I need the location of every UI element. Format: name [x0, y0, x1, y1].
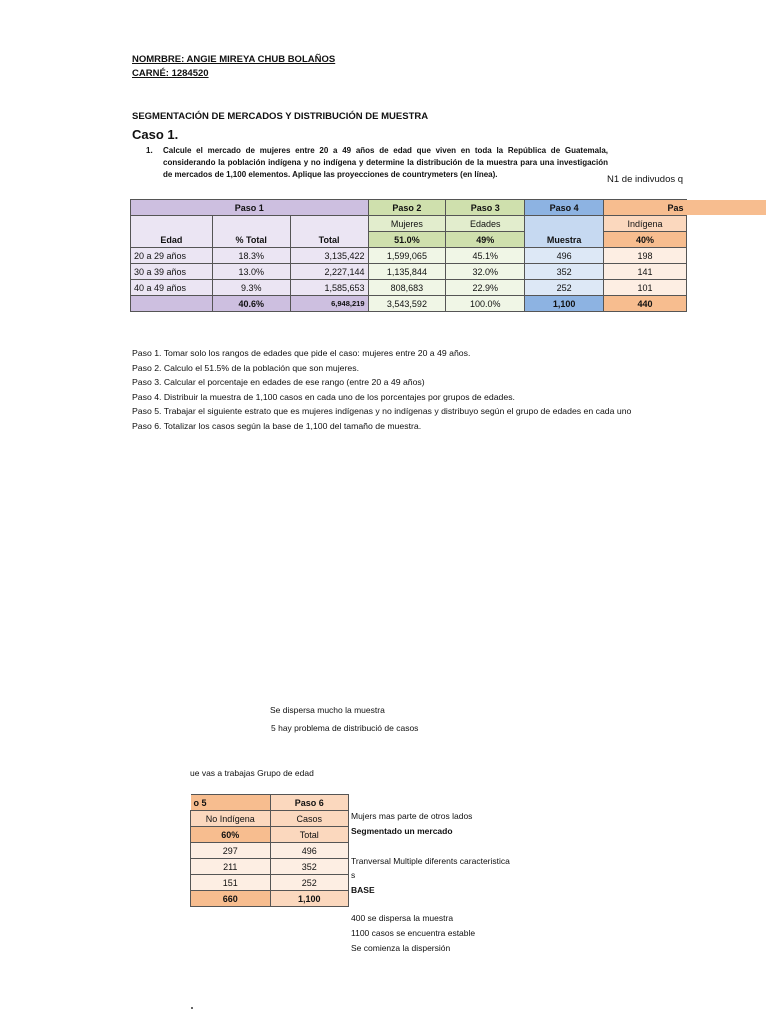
step-5: Paso 5. Trabajar el siguiente estrato que es mujeres indígenas y no indígenas y distribuyo según el grupo de edades en cada uno: [132, 406, 632, 416]
paso5-header: Pas: [604, 200, 687, 216]
cell-edades: 22.9%: [446, 280, 525, 296]
cell-no-indigena: 297: [191, 843, 271, 859]
cell-edades: 45.1%: [446, 248, 525, 264]
note-grupo: ue vas a trabajas Grupo de edad: [190, 768, 314, 778]
note-1100: 1100 casos se encuentra estable: [351, 928, 476, 938]
paso4-header: Paso 4: [525, 200, 604, 216]
col-edad: Edad: [131, 216, 213, 248]
task-text: Calcule el mercado de mujeres entre 20 a 49 años de edad que viven en toda la República de Guatemala, considerando la población indígena y no indígena y determine la distribución de la muestra para una investigación de mercados de 1,100 elementos. Aplique las proyecciones de countrymeters (en línea).: [163, 146, 608, 179]
step-3: Paso 3. Calcular el porcentaje en edades de ese rango (entre 20 a 49 años): [132, 377, 425, 387]
note-base: BASE: [351, 885, 375, 895]
step-1: Paso 1. Tomar solo los rangos de edades que pide el caso: mujeres entre 20 a 49 años.: [132, 348, 471, 358]
table-row: [131, 280, 687, 296]
cell-pct-total: 9.3%: [212, 280, 290, 296]
cell-casos: 352: [270, 859, 348, 875]
step-4: Paso 4. Distribuir la muestra de 1,100 casos en cada uno de los porcentajes por grupos de edades.: [132, 391, 515, 402]
cell-no-indigena: 151: [191, 875, 271, 891]
total-no-indigena: 660: [191, 891, 271, 907]
cell-pct-total: 18.3%: [212, 248, 290, 264]
totals-row: [131, 296, 687, 312]
case-heading: Caso 1.: [132, 127, 179, 142]
total-pct: 40.6%: [212, 296, 290, 312]
col-no-indigena: No Indígena: [191, 811, 271, 827]
task-number: 1.: [146, 146, 153, 155]
total-casos: 1,100: [270, 891, 348, 907]
table-row: [191, 859, 349, 875]
cell-casos: 252: [270, 875, 348, 891]
cell-pct-total: 13.0%: [212, 264, 290, 280]
totals-row: [191, 891, 349, 907]
cell-muestra: 496: [525, 248, 604, 264]
paso5-header-cont: o 5: [191, 795, 271, 811]
mujeres-pct: 51.0%: [368, 232, 446, 248]
total-muestra: 1,100: [525, 296, 604, 312]
paso6-header: Paso 6: [270, 795, 348, 811]
paso2-header: Paso 2: [368, 200, 446, 216]
col-mujeres: Mujeres: [368, 216, 446, 232]
cell-edad: 40 a 49 años: [131, 280, 213, 296]
total-edades: 100.0%: [446, 296, 525, 312]
side-note-n1: N1 de indivudos q: [607, 174, 684, 185]
note-segmentado: Segmentado un mercado: [351, 826, 453, 836]
table-row: [131, 248, 687, 264]
col-total-casos: Total: [270, 827, 348, 843]
cell-mujeres: 1,599,065: [368, 248, 446, 264]
note-mujers: Mujers mas parte de otros lados: [351, 811, 473, 821]
paso5-header-overflow: [686, 200, 766, 215]
total-edad: [131, 296, 213, 312]
distribution-table: [130, 199, 687, 312]
cell-edad: 20 a 29 años: [131, 248, 213, 264]
no-indigena-pct: 60%: [191, 827, 271, 843]
cell-indigena: 141: [604, 264, 687, 280]
note-tranversal: Tranversal Multiple diferents caracteristica: [351, 856, 510, 866]
total-mujeres: 3,543,592: [368, 296, 446, 312]
table-row: [131, 264, 687, 280]
cell-casos: 496: [270, 843, 348, 859]
indigena-pct: 40%: [604, 232, 687, 248]
steps-list: [132, 346, 631, 433]
total-indigena: 440: [604, 296, 687, 312]
continuation-table: [190, 794, 349, 907]
cell-total: 1,585,653: [290, 280, 368, 296]
table-row: [191, 843, 349, 859]
cell-mujeres: 808,683: [368, 280, 446, 296]
stray-dot: [191, 1007, 193, 1009]
note-dispersa: Se dispersa mucho la muestra: [270, 705, 385, 715]
cell-muestra: 252: [525, 280, 604, 296]
col-edades: Edades: [446, 216, 525, 232]
table-row: [191, 875, 349, 891]
col-pct-total: % Total: [212, 216, 290, 248]
cell-no-indigena: 211: [191, 859, 271, 875]
cell-total: 3,135,422: [290, 248, 368, 264]
cell-indigena: 101: [604, 280, 687, 296]
col-indigena: Indígena: [604, 216, 687, 232]
cell-total: 2,227,144: [290, 264, 368, 280]
step-6: Paso 6. Totalizar los casos según la base de 1,100 del tamaño de muestra.: [132, 420, 422, 431]
note-dispersion: Se comienza la dispersión: [351, 943, 451, 953]
col-total: Total: [290, 216, 368, 248]
col-casos: Casos: [270, 811, 348, 827]
edades-pct: 49%: [446, 232, 525, 248]
col-muestra: Muestra: [525, 216, 604, 248]
document-title: SEGMENTACIÓN DE MERCADOS Y DISTRIBUCIÓN DE MUESTRA: [132, 111, 429, 122]
note-s: s: [351, 870, 356, 880]
total-population: 6,948,219: [290, 296, 368, 312]
paso3-header: Paso 3: [446, 200, 525, 216]
student-id: CARNÉ: 1284520: [132, 68, 209, 79]
note-400: 400 se dispersa la muestra: [351, 913, 454, 923]
cell-mujeres: 1,135,844: [368, 264, 446, 280]
paso1-header: Paso 1: [131, 200, 369, 216]
cell-edades: 32.0%: [446, 264, 525, 280]
cell-muestra: 352: [525, 264, 604, 280]
note-problema: 5 hay problema de distribució de casos: [271, 723, 419, 733]
student-name: NOMRBRE: ANGIE MIREYA CHUB BOLAÑOS: [132, 54, 336, 65]
cell-edad: 30 a 39 años: [131, 264, 213, 280]
cell-indigena: 198: [604, 248, 687, 264]
step-2: Paso 2. Calculo el 51.5% de la población que son mujeres.: [132, 362, 359, 373]
